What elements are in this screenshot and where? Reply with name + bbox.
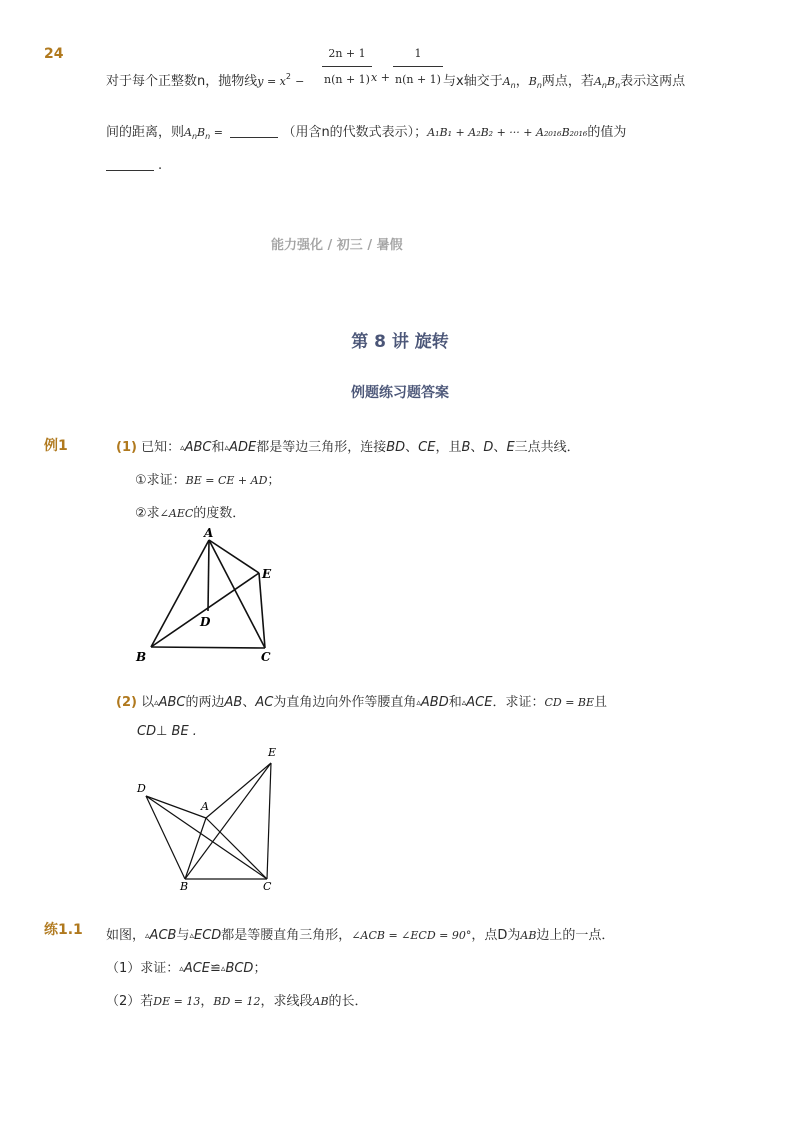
angle-equation: ∠ACB = ∠ECD = 90° <box>351 929 472 942</box>
subscript-n: n <box>510 81 516 90</box>
fig1-label-b: B <box>136 650 147 664</box>
sum-expression: A₁B₁ + A₂B₂ + ··· + A₂₀₁₆B₂₀₁₆ <box>427 126 588 139</box>
triangle-ecd: ECD <box>193 928 222 943</box>
triangle-symbol: ▵ <box>220 964 226 974</box>
fig1-edge-ac <box>209 540 265 648</box>
problem24-text-d: 表示这两点 <box>620 74 686 89</box>
separator: 、 <box>242 695 256 710</box>
fraction-1-denominator: n(n + 1) <box>324 73 370 86</box>
subscript-n: n <box>615 81 621 90</box>
problem24-text-g: 的值为 <box>587 125 627 140</box>
parabola-y: y = x <box>257 75 286 88</box>
problem24-text-f: （用含n的代数式表示）； <box>282 125 428 140</box>
example-label: 例1 <box>44 438 68 454</box>
fig1-edge-ad <box>208 540 209 611</box>
segment-bn: B <box>606 75 616 88</box>
practice-q2-prefix: （2）若 <box>106 994 154 1009</box>
practice-q1-end: ； <box>253 961 267 976</box>
fig1-edge-bc <box>151 647 265 648</box>
subscript-n: n <box>191 132 198 141</box>
fig1-label-e: E <box>262 567 272 581</box>
fig2-edge-ae <box>206 763 271 818</box>
triangle-ace: ACE <box>466 695 493 710</box>
practice-q2-end: 的长． <box>328 994 368 1009</box>
triangle-symbol: ▵ <box>461 698 467 708</box>
practice-text-a: 如图， <box>106 928 146 943</box>
question-2-prefix: ②求 <box>135 506 160 521</box>
question-1-prefix: ①求证： <box>135 473 186 488</box>
subscript-n: n <box>601 81 607 90</box>
point-e: E <box>506 440 515 455</box>
comma: ， <box>200 994 214 1009</box>
part1-text-a: 已知： <box>141 440 181 455</box>
part1-text-c: ，且 <box>435 440 462 455</box>
triangle-symbol: ▵ <box>154 698 159 708</box>
triangle-bcd: BCD <box>225 961 254 976</box>
question-1-equation: BE = CE + AD <box>185 474 268 487</box>
triangle-abc: ABC <box>158 695 186 710</box>
parabola-minus: − <box>295 75 305 88</box>
lecture-title: 第 8 讲 旋转 <box>351 332 449 352</box>
triangle-acb: ACB <box>149 928 177 943</box>
fig1-edge-ba <box>151 540 209 647</box>
triangle-ace: ACE <box>183 961 210 976</box>
triangle-abc: ABC <box>184 440 212 455</box>
fraction-2-denominator: n(n + 1) <box>395 73 441 86</box>
equals: = <box>210 126 227 139</box>
triangle-symbol: ▵ <box>224 443 230 453</box>
fig2-label-c: C <box>263 880 272 893</box>
triangle-symbol: ▵ <box>145 931 150 941</box>
fig1-label-c: C <box>261 650 271 664</box>
triangle-symbol: ▵ <box>179 964 184 974</box>
comma: ， <box>515 74 529 89</box>
footer-header: 能力强化 / 初三 / 暑假 <box>271 238 403 253</box>
separator: 、 <box>493 440 507 455</box>
practice-label: 练1.1 <box>44 922 83 938</box>
segment-an: A <box>184 126 192 139</box>
fig2-label-d: D <box>137 782 146 795</box>
fig1-label-d: D <box>200 615 211 629</box>
period: . <box>158 158 163 173</box>
part2-text-d: ．求证： <box>492 695 545 710</box>
part1-text-b: 都是等边三角形，连接 <box>256 440 387 455</box>
angle-aec: ∠AEC <box>159 507 194 520</box>
practice-question-1 <box>106 957 266 976</box>
triangle-symbol: ▵ <box>189 931 194 941</box>
segment-bd: BD <box>386 440 406 455</box>
segment-ab: AB <box>520 929 537 942</box>
fraction-1-numerator: 2n + 1 <box>328 47 366 60</box>
part2-text-a: 以 <box>141 695 155 710</box>
problem24-text-a: 对于每个正整数n，抛物线 <box>106 74 258 89</box>
problem-number: 24 <box>44 46 64 62</box>
congruent-symbol: ≌ <box>210 961 221 976</box>
segment-ab: AB <box>224 695 243 710</box>
part2-text-e: 且 <box>594 695 608 710</box>
practice-text-c: 都是等腰直角三角形， <box>221 928 352 943</box>
problem24-text-c: 两点，若 <box>541 74 594 89</box>
segment-ab: AB <box>312 995 329 1008</box>
segment-bn: B <box>197 126 206 139</box>
separator: 、 <box>405 440 419 455</box>
fig2-label-b: B <box>180 880 189 893</box>
triangle-ade: ADE <box>229 440 257 455</box>
fig1-label-a: A <box>204 526 214 540</box>
subscript-n: n <box>205 132 211 141</box>
practice-q1-prefix: （1）求证： <box>106 961 180 976</box>
fig2-edge-ba <box>185 818 206 879</box>
given-de: DE = 13 <box>153 995 201 1008</box>
subscript-n: n <box>536 81 542 90</box>
practice-text-b: 与 <box>176 928 190 943</box>
fig1-edge-be <box>151 573 259 647</box>
practice-text-e: 边上的一点． <box>536 928 615 943</box>
point-a-n: A <box>502 75 511 88</box>
parabola-x-plus: x + <box>371 71 390 84</box>
triangle-abd: ABD <box>420 695 449 710</box>
triangle-symbol: ▵ <box>180 443 185 453</box>
practice-text-d: ，点D为 <box>471 928 521 943</box>
part2-equation: CD = BE <box>544 696 595 709</box>
segment-ce: CE <box>418 440 436 455</box>
segment-ac: AC <box>255 695 274 710</box>
problem24-text-e: 间的距离，则 <box>106 125 185 140</box>
given-bd: BD = 12 <box>213 995 261 1008</box>
fig2-label-e: E <box>268 746 277 759</box>
fig1-edge-ae <box>209 540 259 573</box>
fig2-edge-ac <box>206 818 267 879</box>
separator: 、 <box>470 440 484 455</box>
practice-q2-text: ，求线段 <box>260 994 313 1009</box>
segment-an: A <box>593 75 602 88</box>
fig2-edge-ec <box>267 763 271 879</box>
part2-number: (2) <box>116 695 137 710</box>
parabola-exp: 2 <box>285 72 291 81</box>
problem24-text-b: 与x轴交于 <box>443 74 503 89</box>
question-1-end: ； <box>267 473 281 488</box>
part1-number: (1) <box>116 440 137 455</box>
triangle-symbol: ▵ <box>416 698 421 708</box>
part2-text-c: 为直角边向外作等腰直角 <box>273 695 417 710</box>
and-text: 和 <box>448 695 462 710</box>
example1-part2 <box>116 691 607 710</box>
fig2-label-a: A <box>201 800 209 813</box>
fraction-2-numerator: 1 <box>414 47 422 60</box>
point-b-n: B <box>528 75 537 88</box>
part2-line2: CD⊥ BE . <box>137 724 197 739</box>
practice-question-2 <box>106 990 368 1009</box>
part2-text-b: 的两边 <box>185 695 225 710</box>
part1-text-d: 三点共线． <box>514 440 580 455</box>
question-2-end: 的度数． <box>193 506 246 521</box>
fig2-edge-eb <box>185 763 271 879</box>
practice-line1 <box>106 924 614 943</box>
and-text: 和 <box>211 440 225 455</box>
section-title: 例题练习题答案 <box>351 385 449 401</box>
point-b: B <box>461 440 471 455</box>
point-d: D <box>483 440 494 455</box>
